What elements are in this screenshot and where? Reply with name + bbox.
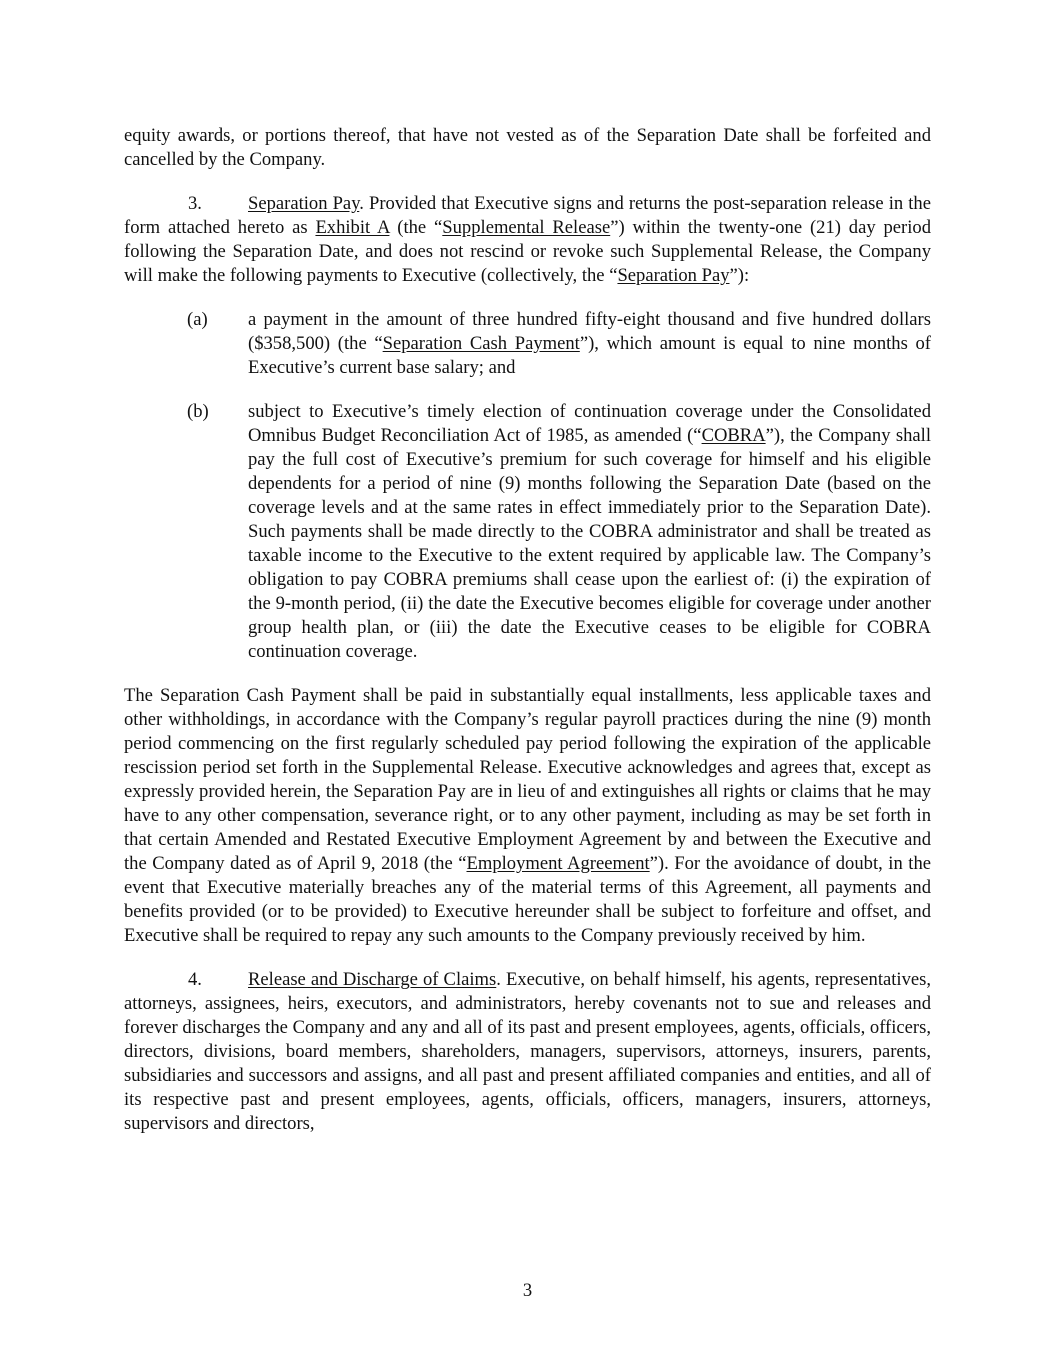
section-3-paragraph: 3. Separation Pay. Provided that Executive signs and returns the post-separation release in the form attached hereto as Exhibit A (the “Supplemental Release”) within the twenty-one (21) day period following the Separation Date, and does not rescind or revoke such Supplemental Release, the Company will make the following payments to Executive (collectively, the “Separation Pay”): (124, 193, 931, 286)
document-page (124, 124, 931, 1136)
separation-pay-term: Separation Pay (617, 265, 730, 286)
section-3-number: 3. (188, 193, 202, 214)
section-4-number: 4. (188, 969, 202, 990)
list-item-a (187, 308, 931, 380)
separation-cash-payment-term: Separation Cash Payment (382, 333, 580, 354)
list-item-b (187, 400, 931, 664)
supplemental-release-term: Supplemental Release (442, 217, 611, 238)
exhibit-a-ref: Exhibit A (315, 217, 390, 238)
payment-paragraph: The Separation Cash Payment shall be paid in substantially equal installments, less applicable taxes and other withholdings, in accordance with the Company’s regular payroll practices during the nine (9) month period commencing on the first regularly scheduled pay period following the expiration of the applicable rescission period set forth in the Supplemental Release. Executive acknowledges and agrees that, except as expressly provided herein, the Separation Pay are in lieu of and extinguishes all rights or claims that he may have to any other compensation, severance right, or to any other payment, including as may be set forth in that certain Amended and Restated Executive Employment Agreement by and between the Executive and the Company dated as of April 9, 2018 (the “Employment Agreement”). For the avoidance of doubt, in the event that Executive materially breaches any of the material terms of this Agreement, all payments and benefits provided (or to be provided) to Executive hereunder shall be subject to forfeiture and offset, and Executive shall be required to repay any such amounts to the Company previously received by him. (124, 685, 931, 946)
list-item-b-label: (b) (187, 401, 209, 422)
list-item-a-text: a payment in the amount of three hundred fifty-eight thousand and five hundred dollars ($358,500) (the “Separation Cash Payment”), which amount is equal to nine months of Executive’s current base salary; and (248, 309, 931, 378)
section-3-title: Separation Pay (248, 193, 360, 214)
section-4-paragraph: 4. Release and Discharge of Claims. Executive, on behalf himself, his agents, representatives, attorneys, assignees, heirs, executors, and administrators, hereby covenants not to sue and releases and forever discharges the Company and any and all of its past and present employees, agents, officials, officers, directors, divisions, board members, shareholders, managers, supervisors, attorneys, insurers, parents, subsidiaries and successors and assigns, and all past and present affiliated companies and entities, and all of its respective past and present employees, agents, officials, officers, managers, insurers, attorneys, supervisors and directors, (124, 969, 932, 1134)
section-4-title: Release and Discharge of Claims (248, 969, 497, 990)
page-number: 3 (522, 1280, 533, 1301)
list-item-a-label: (a) (187, 309, 208, 330)
employment-agreement-term: Employment Agreement (466, 853, 650, 874)
intro-paragraph: equity awards, or portions thereof, that have not vested as of the Separation Date shall be forfeited and cancelled by the Company. (124, 125, 931, 170)
cobra-term: COBRA (701, 425, 766, 446)
list-item-b-text: subject to Executive’s timely election of continuation coverage under the Consolidated Omnibus Budget Reconciliation Act of 1985, as amended (“COBRA”), the Company shall pay the full cost of Executive’s premium for such coverage for himself and his eligible dependents for a period of nine (9) months following the Separation Date (based on the coverage levels and at the same rates in effect immediately prior to the Separation Date). Such payments shall be made directly to the COBRA administrator and shall be treated as taxable income to the Executive to the extent required by applicable law. The Company’s obligation to pay COBRA premiums shall cease upon the earliest of: (i) the expiration of the 9-month period, (ii) the date the Executive becomes eligible for coverage under another group health plan, or (iii) the date the Executive ceases to be eligible for COBRA continuation coverage. (248, 401, 931, 662)
